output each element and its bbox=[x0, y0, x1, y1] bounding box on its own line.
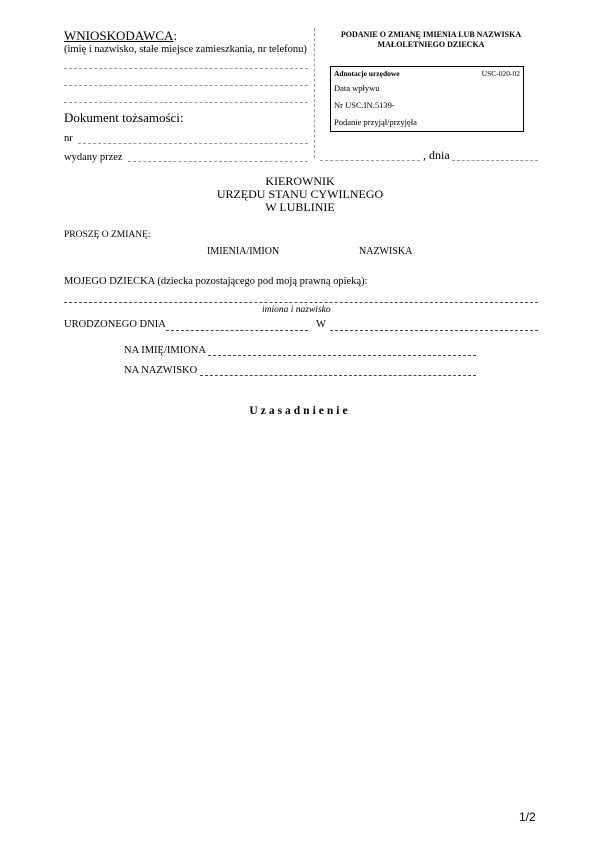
option-names[interactable]: IMIENIA/IMION bbox=[207, 246, 280, 257]
new-name-label: NA IMIĘ/IMIONA bbox=[124, 345, 206, 356]
applicant-line-2[interactable] bbox=[64, 85, 308, 86]
new-surname-label: NA NAZWISKO bbox=[124, 365, 198, 376]
request-label: PROSZĘ O ZMIANĘ: bbox=[64, 230, 151, 240]
id-number-field[interactable] bbox=[78, 143, 308, 144]
recipient-line-1: KIEROWNIK bbox=[265, 174, 335, 188]
office-box-header: Adnotacje urzędowe bbox=[334, 69, 400, 78]
case-number-label: Nr USC.IN.5139- bbox=[334, 100, 395, 110]
applicant-heading bbox=[64, 28, 177, 44]
office-annotations-box bbox=[330, 66, 524, 132]
form-title-line-1: PODANIE O ZMIANĘ IMIENIA LUB NAZWISKA bbox=[340, 30, 522, 39]
issued-by-field[interactable] bbox=[128, 161, 308, 162]
place-field[interactable] bbox=[320, 160, 420, 161]
date-label: , dnia bbox=[423, 148, 450, 162]
accepted-by-label: Podanie przyjął/przyjęła bbox=[334, 117, 417, 127]
id-number-label: nr bbox=[64, 133, 73, 144]
option-surname[interactable]: NAZWISKA bbox=[359, 246, 413, 257]
recipient-line-3: W LUBLINIE bbox=[265, 200, 335, 214]
date-field[interactable] bbox=[452, 160, 538, 161]
born-date-label: URODZONEGO DNIA bbox=[64, 319, 166, 330]
justification-heading: Uzasadnienie bbox=[249, 405, 351, 417]
issued-by-label: wydany przez bbox=[64, 152, 123, 163]
form-code: USC-020-02 bbox=[481, 69, 520, 78]
page-number: 1/2 bbox=[519, 810, 536, 824]
born-place-label: W bbox=[316, 319, 326, 330]
recipient-line-2: URZĘDU STANU CYWILNEGO bbox=[216, 187, 384, 201]
names-caption: imiona i nazwisko bbox=[262, 305, 331, 315]
id-document-label: Dokument tożsamości: bbox=[64, 110, 184, 125]
recipient-block bbox=[150, 175, 450, 214]
applicant-title-text: WNIOSKODAWCA bbox=[64, 28, 174, 43]
new-surname-field[interactable] bbox=[200, 375, 476, 376]
applicant-title-colon: : bbox=[173, 28, 178, 43]
date-received-label: Data wpływu bbox=[334, 83, 380, 93]
form-title-line-2: MAŁOLETNIEGO DZIECKA bbox=[377, 40, 485, 49]
child-names-field[interactable] bbox=[64, 302, 538, 303]
applicant-hint: (imię i nazwisko, stałe miejsce zamieszkania, nr telefonu) bbox=[64, 44, 307, 55]
applicant-line-3[interactable] bbox=[64, 102, 308, 103]
born-date-field[interactable] bbox=[166, 330, 308, 331]
new-name-field[interactable] bbox=[208, 355, 476, 356]
child-label: MOJEGO DZIECKA (dziecka pozostającego pod moją prawną opieką): bbox=[64, 276, 368, 287]
born-place-field[interactable] bbox=[330, 330, 538, 331]
applicant-line-1[interactable] bbox=[64, 68, 308, 69]
column-divider bbox=[314, 28, 315, 158]
form-title bbox=[322, 30, 540, 50]
